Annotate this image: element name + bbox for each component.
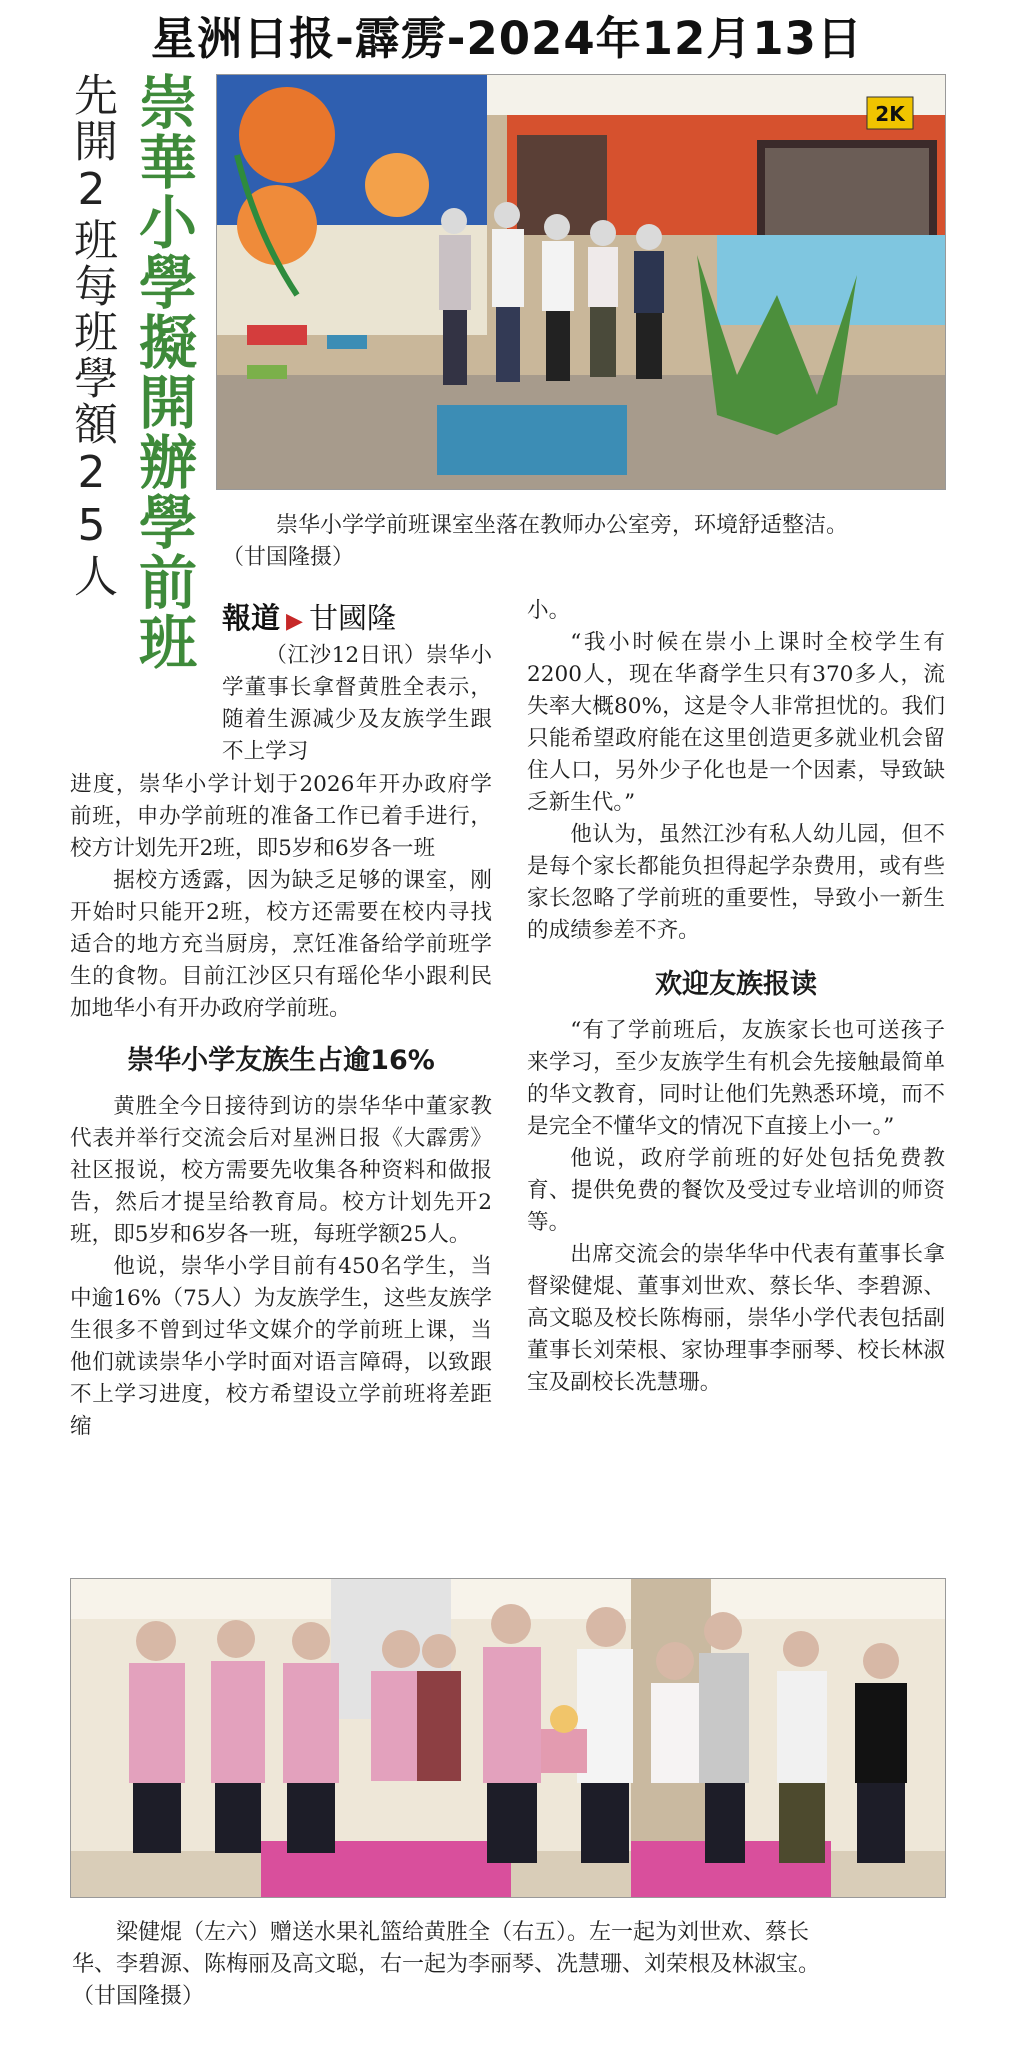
para1-cont: 进度，崇华小学计划于2026年开办政府学前班，申办学前班的准备工作已着手进行，校方计划先开2班，即5岁和6岁各一班 xyxy=(70,772,492,861)
headline: 崇華小學擬開辦學前班 xyxy=(129,72,197,672)
photo2-credit: （甘国隆摄） xyxy=(72,1984,205,2009)
section1-title: 崇华小学友族生占逾16% xyxy=(127,1045,435,1076)
para4-cont: 小。 xyxy=(527,598,571,623)
classroom-sign: 2K xyxy=(875,102,905,126)
para8: 他说，政府学前班的好处包括免费教育、提供免费的餐饮及受过专业培训的师资等。 xyxy=(527,1146,945,1235)
byline-label: 報道 xyxy=(222,601,281,635)
para2: 据校方透露，因为缺乏足够的课室，刚开始时只能开2班，校方还需要在校内寻找适合的地方充当厨房，烹饪准备给学前班学生的食物。目前江沙区只有瑶伦华小跟利民加地华小有开办政府学前班。 xyxy=(70,868,492,1021)
lead-text: （江沙12日讯）崇华小学董事长拿督黄胜全表示，随着生源减少及友族学生跟不上学习 xyxy=(222,643,492,764)
subheadline: 先開2班每班學額25人 xyxy=(66,72,117,599)
photo-classroom xyxy=(216,74,946,490)
photo-group xyxy=(70,1578,946,1898)
right-column xyxy=(527,595,945,1399)
photo2-caption-line2: 华、李碧源、陈梅丽及高文聪，右一起为李丽琴、冼慧珊、刘荣根及林淑宝。 xyxy=(72,1952,821,1977)
photo1-caption: 崇华小学学前班课室坐落在教师办公室旁，环境舒适整洁。 xyxy=(276,513,849,538)
para4: 他说，崇华小学目前有450名学生，当中逾16%（75人）为友族学生，这些友族学生很多不曾到过华文媒介的学前班上课，当他们就读崇华小学时面对语言障碍，以致跟不上学习进度，校方希望设立学前班将差距缩 xyxy=(70,1254,492,1439)
photo2-caption-line1: 梁健焜（左六）赠送水果礼篮给黄胜全（右五）。左一起为刘世欢、蔡长 xyxy=(116,1920,810,1945)
lead-paragraph xyxy=(222,640,492,768)
para9: 出席交流会的崇华华中代表有董事长拿督梁健焜、董事刘世欢、蔡长华、李碧源、高文聪及校长陈梅丽，崇华小学代表包括副董事长刘荣根、家协理事李丽琴、校长林淑宝及副校长冼慧珊。 xyxy=(527,1242,945,1395)
masthead: 星洲日报-霹雳-2024年12月13日 xyxy=(151,12,863,65)
left-column xyxy=(70,769,492,1443)
byline-arrow-icon: ▶ xyxy=(286,609,303,634)
section2-title: 欢迎友族报读 xyxy=(655,969,817,1000)
para6: 他认为，虽然江沙有私人幼儿园，但不是每个家长都能负担得起学杂费用，或有些家长忽略了学前班的重要性，导致小一新生的成绩参差不齐。 xyxy=(527,822,945,943)
para5: “我小时候在崇小上课时全校学生有2200人，现在华裔学生只有370多人，流失率大概80%，这是令人非常担忧的。我们只能希望政府能在这里创造更多就业机会留住人口，另外少子化也是一个因素，导致缺乏新生代。” xyxy=(527,630,945,815)
para7: “有了学前班后，友族家长也可送孩子来学习，至少友族学生有机会先接触最简单的华文教育，同时让他们先熟悉环境，而不是完全不懂华文的情况下直接上小一。” xyxy=(527,1018,945,1139)
para3: 黄胜全今日接待到访的崇华华中董家教代表并举行交流会后对星洲日报《大霹雳》社区报说，校方需要先收集各种资料和做报告，然后才提呈给教育局。校方计划先开2班，即5岁和6岁各一班，每班学额25人。 xyxy=(70,1094,492,1247)
byline-author: 甘國隆 xyxy=(308,601,396,635)
byline xyxy=(222,596,396,637)
photo1-credit: （甘国隆摄） xyxy=(222,545,355,570)
